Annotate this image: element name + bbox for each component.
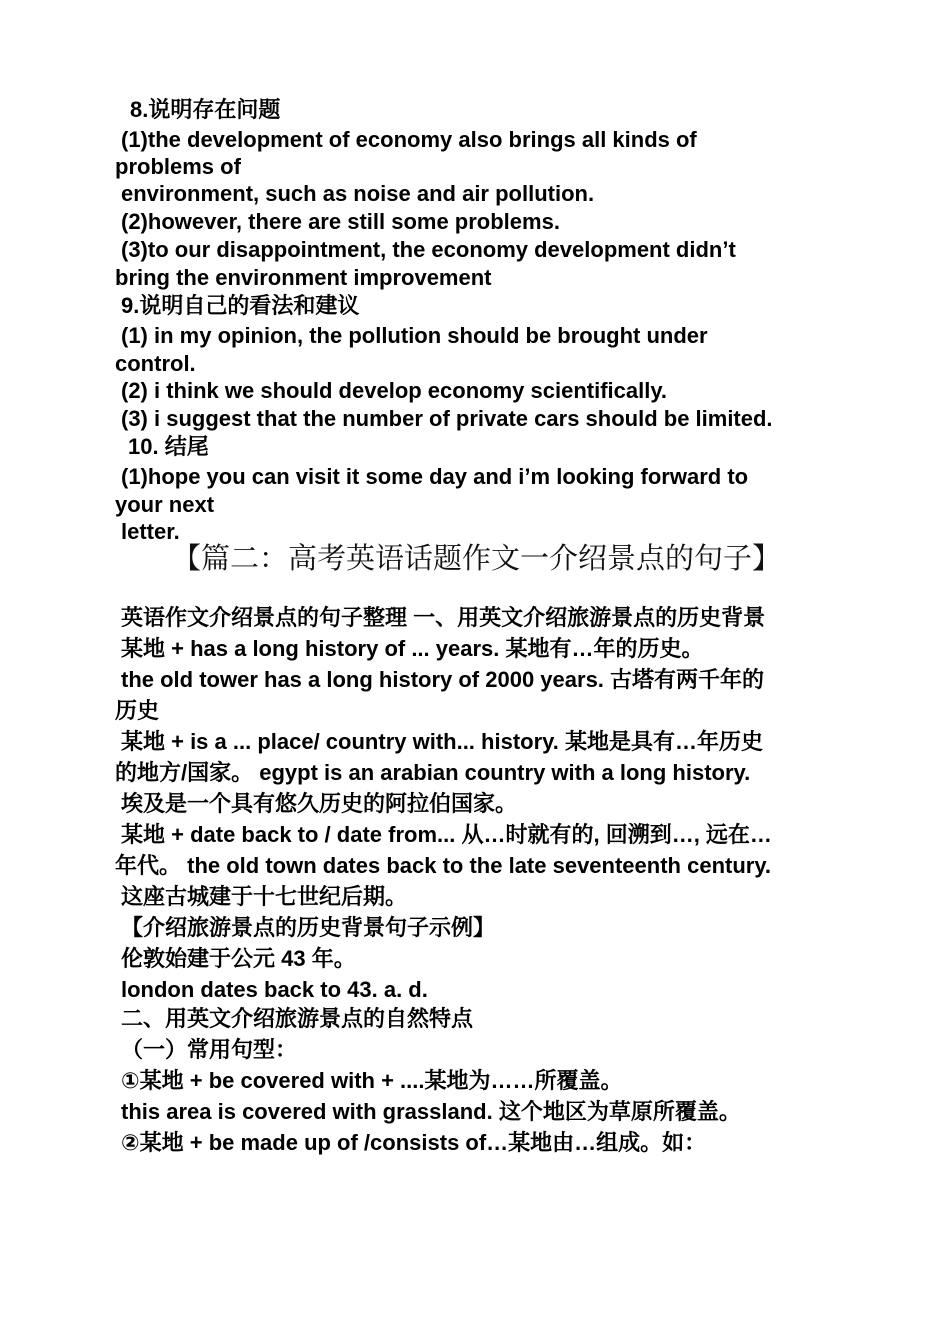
text-line: 埃及是一个具有悠久历史的阿拉伯国家。 bbox=[121, 791, 518, 816]
text-line: (3)to our disappointment, the economy development didn’t bbox=[121, 237, 736, 262]
text-line: control. bbox=[115, 351, 196, 376]
heading-8: 8.说明存在问题 bbox=[130, 97, 281, 122]
section-title: 【篇二：高考英语话题作文一介绍景点的句子】 bbox=[172, 541, 782, 575]
text-line: environment, such as noise and air pollution. bbox=[121, 181, 595, 206]
heading-10: 10. 结尾 bbox=[128, 434, 209, 459]
text-line: the old tower has a long history of 2000 years. 古塔有两千年的 bbox=[121, 667, 765, 692]
text-line: 伦敦始建于公元 43 年。 bbox=[121, 946, 356, 971]
text-line: this area is covered with grassland. 这个地区为草原所覆盖。 bbox=[121, 1099, 741, 1124]
text-line: 【介绍旅游景点的历史背景句子示例】 bbox=[121, 915, 496, 940]
text-line: problems of bbox=[115, 154, 241, 179]
text-line: 英语作文介绍景点的句子整理 一、用英文介绍旅游景点的历史背景 bbox=[121, 605, 766, 630]
text-line: london dates back to 43. a. d. bbox=[121, 977, 428, 1002]
text-line: your next bbox=[115, 492, 215, 517]
text-line: 历史 bbox=[115, 698, 160, 723]
text-line: 的地方/国家。 egypt is an arabian country with a long history. bbox=[115, 760, 751, 785]
text-line: (3) i suggest that the number of private cars should be limited. bbox=[121, 406, 773, 431]
text-line: (1)the development of economy also brings all kinds of bbox=[121, 127, 697, 152]
text-line: 某地 + date back to / date from... 从…时就有的, 回溯到…, 远在… bbox=[121, 822, 772, 847]
text-line: (1)hope you can visit it some day and i’m looking forward to bbox=[121, 464, 749, 489]
text-line: 年代。 the old town dates back to the late seventeenth century. bbox=[115, 853, 772, 878]
text-line: 二、用英文介绍旅游景点的自然特点 bbox=[121, 1006, 474, 1031]
text-line: (2) i think we should develop economy scientifically. bbox=[121, 378, 668, 403]
heading-9: 9.说明自己的看法和建议 bbox=[121, 293, 360, 318]
text-line: (2)however, there are still some problems. bbox=[121, 209, 560, 234]
text-line: 某地 + has a long history of ... years. 某地有…年的历史。 bbox=[121, 636, 704, 661]
text-line: ①某地 + be covered with + ....某地为……所覆盖。 bbox=[121, 1068, 623, 1093]
text-line: letter. bbox=[121, 519, 180, 544]
text-line: ②某地 + be made up of /consists of…某地由…组成。如： bbox=[121, 1130, 707, 1155]
text-line: (1) in my opinion, the pollution should be brought under bbox=[121, 323, 708, 348]
text-line: 某地 + is a ... place/ country with... history. 某地是具有…年历史 bbox=[121, 729, 763, 754]
text-line: 这座古城建于十七世纪后期。 bbox=[121, 884, 408, 909]
text-line: bring the environment improvement bbox=[115, 265, 492, 290]
text-line: （一）常用句型： bbox=[121, 1037, 298, 1062]
